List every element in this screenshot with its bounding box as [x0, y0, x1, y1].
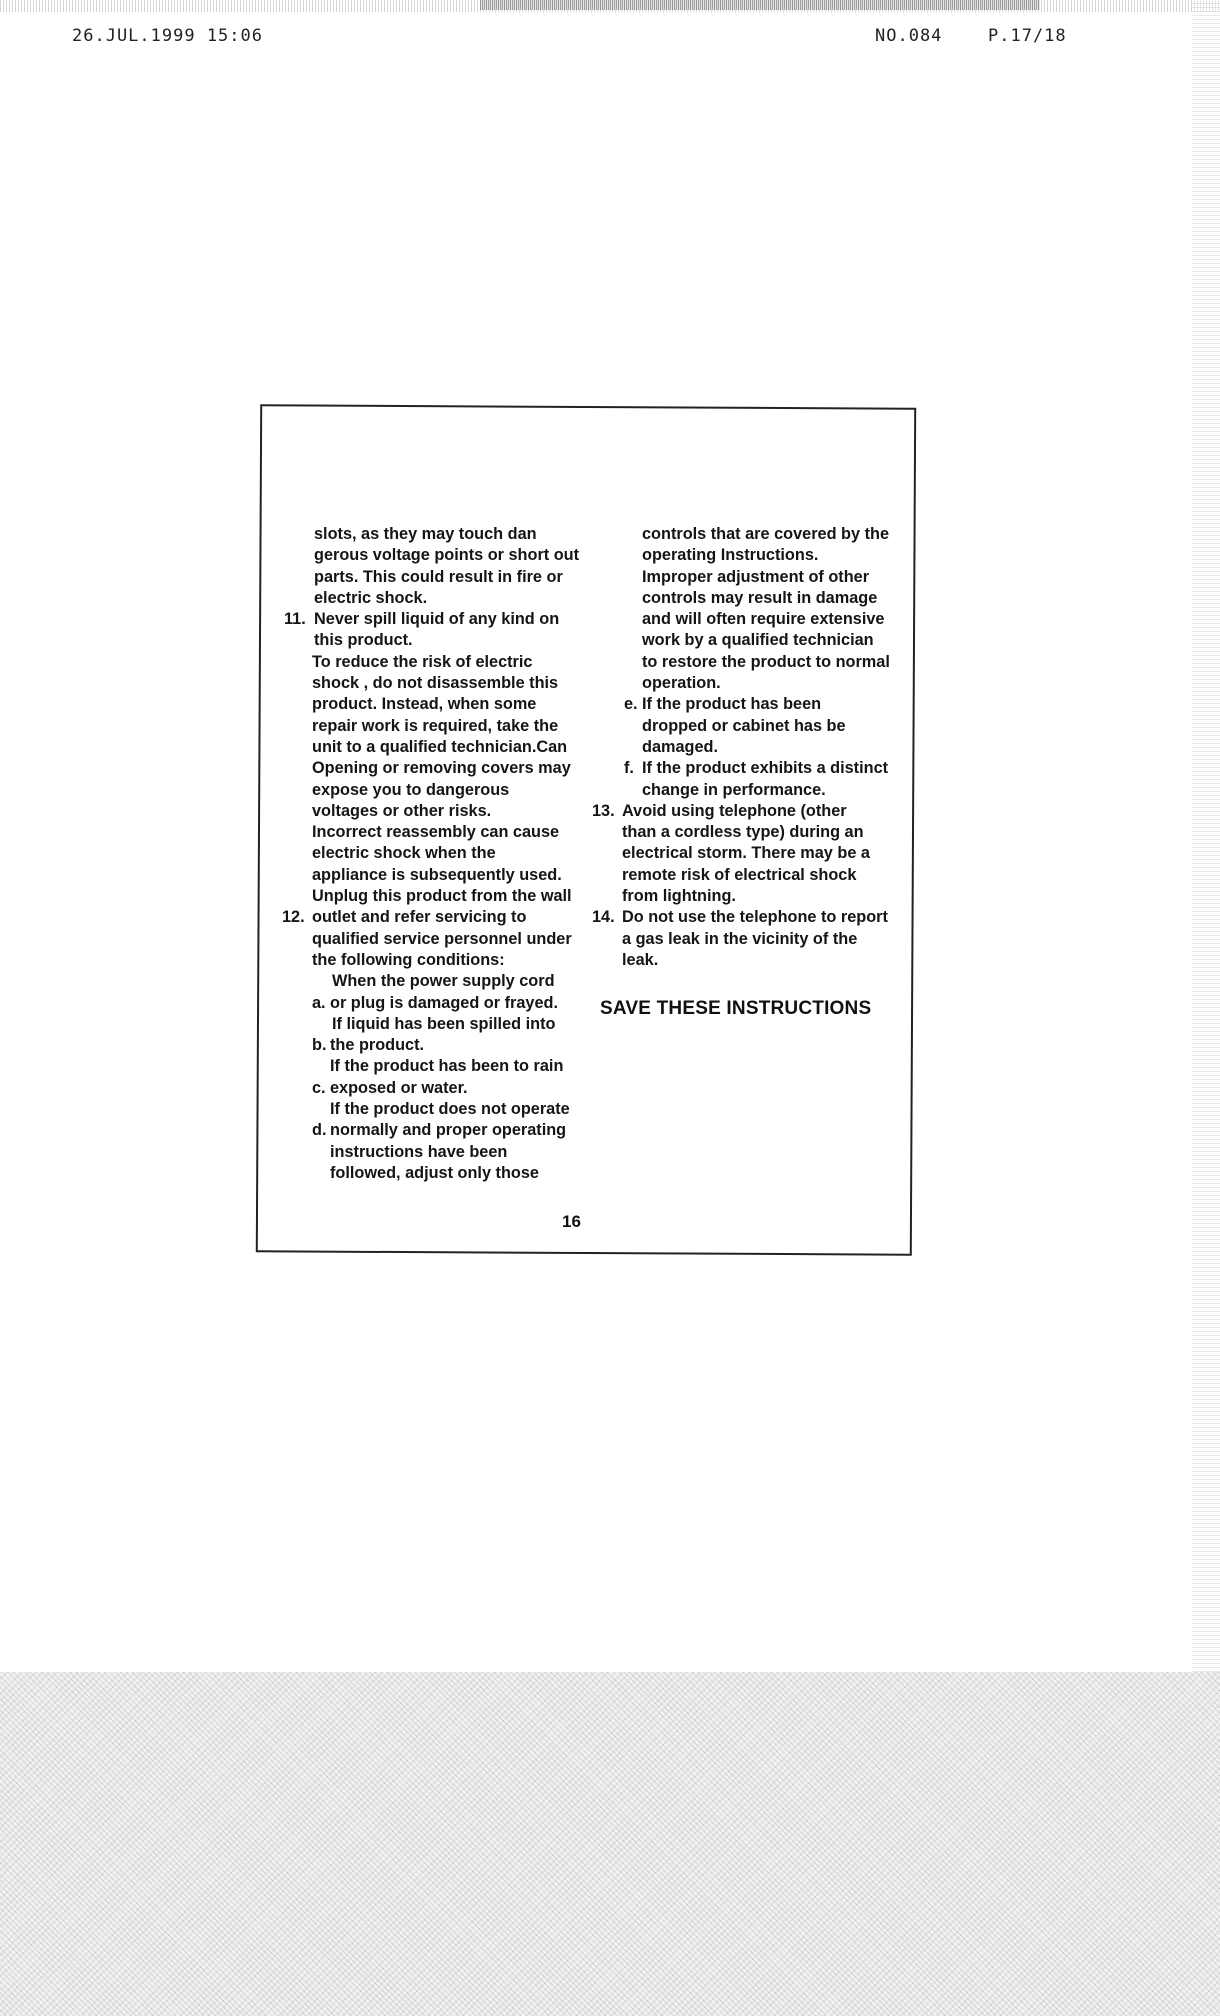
text-line — [282, 588, 582, 609]
line-text: To reduce the risk of electric — [312, 652, 533, 671]
line-text: repair work is required, take the — [312, 716, 559, 735]
scan-noise-right — [1192, 0, 1220, 1680]
text-line — [282, 801, 582, 822]
line-text: gerous voltage points or short out — [314, 546, 580, 565]
line-text: expose you to dangerous — [312, 780, 510, 799]
text-line — [282, 1142, 582, 1163]
text-line — [590, 737, 890, 758]
text-line — [282, 673, 582, 694]
text-line — [590, 567, 890, 588]
text-line — [590, 588, 890, 609]
text-line — [590, 929, 890, 950]
text-line — [590, 630, 890, 651]
line-text: unit to a qualified technician.Can — [312, 737, 568, 756]
text-line — [282, 907, 582, 928]
text-line — [590, 716, 890, 737]
item-marker: 13. — [592, 801, 615, 820]
line-text: appliance is subsequently used. — [312, 865, 562, 884]
text-line — [590, 524, 890, 545]
text-line — [590, 907, 890, 928]
line-text: followed, adjust only those — [330, 1163, 539, 1182]
text-line — [282, 630, 582, 651]
text-line — [282, 737, 582, 758]
line-text: qualified service personnel under — [312, 929, 572, 948]
line-text: electrical storm. There may be a — [622, 844, 870, 863]
line-text: remote risk of electrical shock — [622, 865, 857, 884]
text-line — [282, 716, 582, 737]
line-text: Opening or removing covers may — [312, 759, 571, 778]
line-text: product. Instead, when some — [312, 695, 537, 714]
item-marker: a. — [312, 993, 326, 1012]
text-line — [590, 694, 890, 715]
text-line — [590, 609, 890, 630]
text-line — [282, 1056, 582, 1077]
text-line — [282, 694, 582, 715]
text-line — [282, 758, 582, 779]
text-line — [282, 950, 582, 971]
line-text: If the product has been — [642, 695, 822, 714]
line-text: electric shock when the — [312, 844, 496, 863]
text-line — [590, 758, 890, 779]
text-line — [282, 993, 582, 1014]
item-marker: 12. — [282, 908, 305, 927]
line-text: parts. This could result in fire or — [314, 567, 563, 586]
text-line — [590, 843, 890, 864]
line-text: change in performance. — [642, 780, 826, 799]
line-text: dropped or cabinet has be — [642, 716, 846, 735]
text-line — [590, 865, 890, 886]
line-text: and will often require extensive — [642, 610, 885, 629]
line-text: operation. — [642, 674, 721, 693]
item-marker: e. — [624, 695, 638, 714]
text-line — [282, 822, 582, 843]
line-text: instructions have been — [330, 1142, 508, 1161]
line-text: voltages or other risks. — [312, 801, 492, 820]
text-line — [282, 1163, 582, 1184]
line-text: If liquid has been spilled into — [332, 1014, 556, 1033]
line-text: If the product does not operate — [330, 1100, 570, 1119]
item-marker: 14. — [592, 908, 615, 927]
text-line — [282, 971, 582, 992]
line-text: a gas leak in the vicinity of the — [622, 929, 858, 948]
line-text: the product. — [330, 1036, 425, 1055]
text-line — [282, 567, 582, 588]
line-text: Avoid using telephone (other — [622, 801, 847, 820]
line-text: Unplug this product from the wall — [312, 887, 572, 906]
text-line — [282, 780, 582, 801]
text-line — [590, 780, 890, 801]
text-line — [590, 822, 890, 843]
line-text: shock , do not disassemble this — [312, 674, 559, 693]
page-number: 16 — [562, 1212, 581, 1231]
text-line — [282, 1099, 582, 1120]
line-text: to restore the product to normal — [642, 652, 890, 671]
text-line — [282, 545, 582, 566]
line-text: work by a qualified technician — [642, 631, 874, 650]
text-line — [590, 886, 890, 907]
item-marker: b. — [312, 1036, 327, 1055]
right-text-column — [590, 524, 890, 971]
line-text: this product. — [314, 631, 413, 650]
line-text: leak. — [622, 950, 659, 969]
line-text: normally and proper operating — [330, 1121, 567, 1140]
text-line — [282, 886, 582, 907]
fax-page-indicator: P.17/18 — [988, 26, 1067, 46]
text-line — [282, 524, 582, 545]
text-line — [590, 673, 890, 694]
line-text: damaged. — [642, 737, 719, 756]
item-marker: 11. — [284, 610, 306, 629]
text-line — [282, 1014, 582, 1035]
fax-date-time: 26.JUL.1999 15:06 — [72, 26, 263, 46]
line-text: operating Instructions. — [642, 546, 819, 565]
line-text: Do not use the telephone to report — [622, 908, 888, 927]
line-text: exposed or water. — [330, 1078, 468, 1097]
text-line — [282, 609, 582, 630]
item-marker: f. — [624, 759, 634, 778]
line-text: Incorrect reassembly can cause — [312, 823, 560, 842]
item-marker: c. — [312, 1078, 326, 1097]
line-text: than a cordless type) during an — [622, 823, 864, 842]
left-text-column — [282, 524, 582, 1184]
line-text: slots, as they may touch dan — [314, 525, 537, 543]
scan-noise-bottom — [0, 1672, 1220, 2016]
text-line — [282, 652, 582, 673]
line-text: outlet and refer servicing to — [312, 908, 527, 927]
fax-number: NO.084 — [875, 26, 943, 46]
scan-noise-top-dark — [480, 0, 1040, 10]
text-line — [282, 1120, 582, 1141]
line-text: or plug is damaged or frayed. — [330, 993, 558, 1012]
line-text: electric shock. — [314, 588, 428, 607]
line-text: Improper adjustment of other — [642, 567, 870, 586]
save-instructions-heading: SAVE THESE INSTRUCTIONS — [600, 998, 872, 1019]
text-line — [282, 865, 582, 886]
text-line — [282, 1078, 582, 1099]
text-line — [282, 1035, 582, 1056]
line-text: When the power supply cord — [332, 972, 555, 991]
text-line — [590, 950, 890, 971]
text-line — [590, 545, 890, 566]
line-text: from lightning. — [622, 887, 736, 906]
line-text: If the product exhibits a distinct — [642, 759, 889, 778]
text-line — [590, 652, 890, 673]
item-marker: d. — [312, 1121, 327, 1140]
line-text: the following conditions: — [312, 950, 505, 969]
line-text: If the product has been to rain — [330, 1057, 564, 1076]
text-line — [282, 843, 582, 864]
line-text: Never spill liquid of any kind on — [314, 610, 560, 629]
text-line — [590, 801, 890, 822]
line-text: controls that are covered by the — [642, 525, 890, 543]
text-line — [282, 929, 582, 950]
line-text: controls may result in damage — [642, 588, 878, 607]
